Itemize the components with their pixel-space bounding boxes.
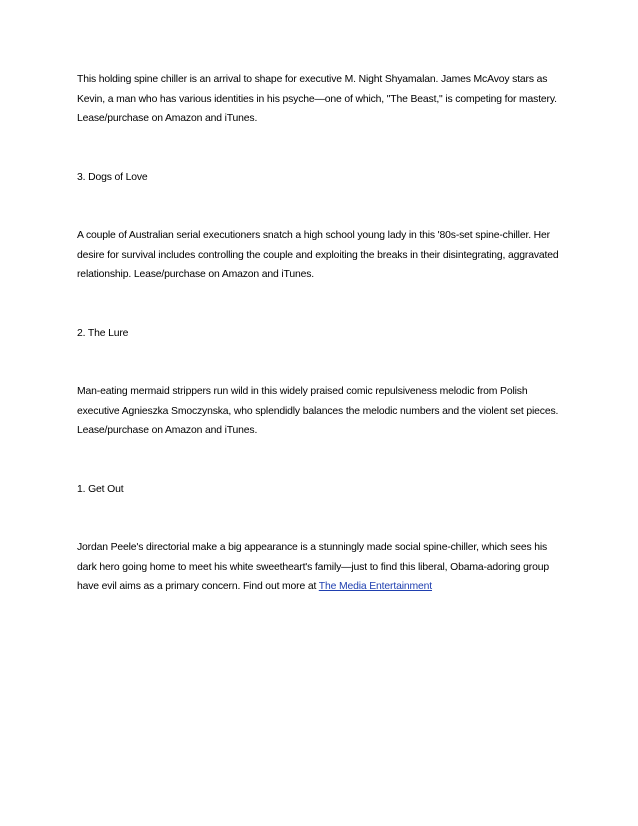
paragraph-dogs-of-love: A couple of Australian serial executioners snatch a high school young lady in this '80s-set spine-chiller. Her desire for survival includes controlling the couple and exploiting the breaks in their disintegrating, aggravated relationship. Lease/purchase on Amazon and iTunes. bbox=[77, 230, 559, 280]
document-body bbox=[77, 70, 567, 597]
paragraph-split-intro: This holding spine chiller is an arrival to shape for executive M. Night Shyamalan. James McAvoy stars as Kevin, a man who has various identities in his psyche—one of which, "The Beast," is competing for mastery. Lease/purchase on Amazon and iTunes. bbox=[77, 74, 557, 124]
media-entertainment-link[interactable]: The Media Entertainment bbox=[318, 581, 432, 592]
heading-dogs-of-love: 3. Dogs of Love bbox=[77, 171, 148, 183]
paragraph-get-out bbox=[77, 538, 567, 597]
paragraph-the-lure: Man-eating mermaid strippers run wild in this widely praised comic repulsiveness melodic from Polish executive Agnieszka Smoczynska, who splendidly balances the melodic numbers and the violent set pieces. Lease/purchase on Amazon and iTunes. bbox=[77, 386, 559, 436]
paragraph-get-out-text: Jordan Peele's directorial make a big appearance is a stunningly made social spine-chiller, which sees his dark hero going home to meet his white sweetheart's family—just to find this liberal, Obama-adoring group have evil aims as a primary concern. Find out more at bbox=[77, 542, 549, 592]
heading-get-out: 1. Get Out bbox=[77, 483, 124, 495]
heading-the-lure: 2. The Lure bbox=[77, 327, 129, 339]
